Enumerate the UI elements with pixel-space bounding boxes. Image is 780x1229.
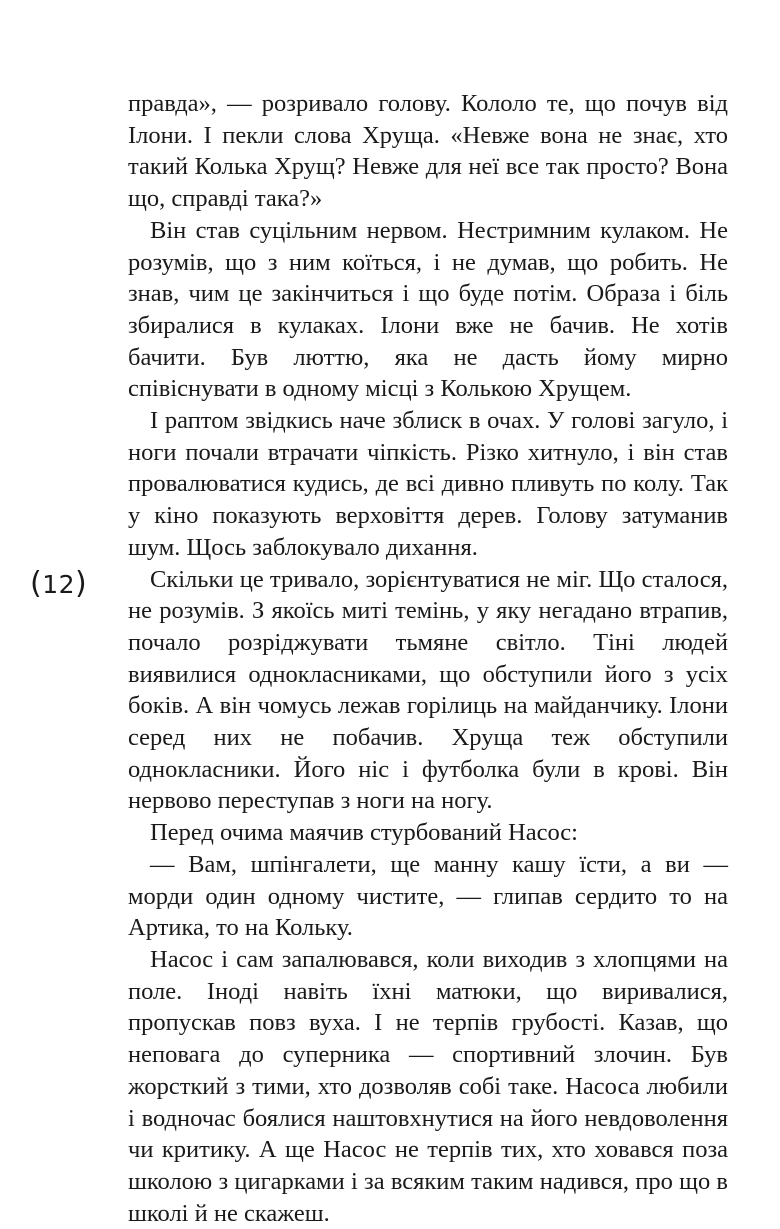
page-number-value: 12 xyxy=(42,570,76,599)
paragraph-3: І раптом звідкись наче зблиск в очах. У голові загуло, і ноги почали втрачати чіпкість. Різко хитнуло, і він став провалюватися кудись, де всі дивно пливуть по колу. Так у кіно показують верховіття дерев. Голову затуманив шум. Щось заблокувало дихання. xyxy=(128,407,728,561)
page-number-open-paren: ( xyxy=(30,566,43,601)
page-text xyxy=(128,88,728,1229)
paragraph-5: Перед очима маячив стурбований Насос: xyxy=(150,819,578,847)
page-number-close-paren: ) xyxy=(75,566,88,601)
paragraph-2: Він став суцільним нервом. Нестримним кулаком. Не розумів, що з ним коїться, і не думав, що робить. Не знав, чим це закінчиться і що буде потім. Образа і біль збиралися в кулаках. Ілони вже не бачив. Не хотів бачити. Був люттю, яка не дасть йому мирно співіснувати в одному місці з Колькою Хрущем. xyxy=(128,216,728,403)
paragraph-1: правда», — розривало голову. Кололо те, що почув від Ілони. І пекли слова Хруща. «Невже вона не знає, хто такий Колька Хрущ? Невже для неї все так просто? Вона що, справді така?» xyxy=(128,90,728,213)
paragraph-6: — Вам, шпінгалети, ще манну кашу їсти, а ви — морди один одному чистите, — глипав сердито то на Артика, то на Кольку. xyxy=(128,850,728,942)
paragraph-7: Насос і сам запалювався, коли виходив з хлопцями на поле. Іноді навіть їхні матюки, що виривалися, пропускав повз вуха. І не терпів грубості. Казав, що неповага до суперника — спортивний злочин. Був жорсткий з тими, хто дозволяв собі таке. Насоса любили і водночас боялися наштовхнутися на його невдоволення чи критику. А ще Насос не терпів тих, хто ховався поза школою з цигарками і за всяким таким надився, про що в школі й не скажеш. xyxy=(128,945,728,1227)
paragraph-4: Скільки це тривало, зорієнтуватися не міг. Що сталося, не розумів. З якоїсь миті темінь, у яку негадано втрапив, почало розріджувати тьмяне світло. Тіні людей виявилися однокласниками, що обступили його з усіх боків. А він чомусь лежав горілиць на майданчику. Ілони серед них не побачив. Хруща теж обступили однокласники. Його ніс і футболка були в крові. Він нервово переступав з ноги на ногу. xyxy=(128,565,728,815)
page-number xyxy=(30,564,87,605)
